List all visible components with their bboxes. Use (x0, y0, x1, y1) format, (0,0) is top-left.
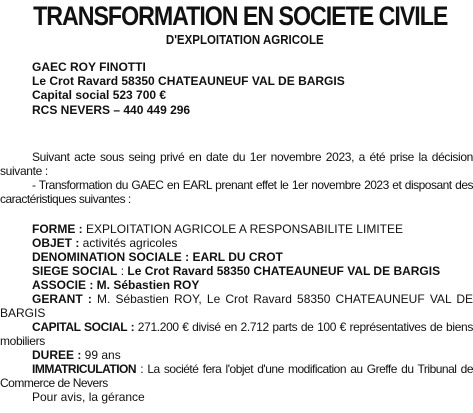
forme-value: EXPLOITATION AGRICOLE A RESPONSABILITE LIMITEE (82, 222, 403, 236)
objet-line (0, 236, 473, 250)
forme-label: FORME : (32, 222, 83, 236)
objet-value: activités agricoles (79, 236, 178, 250)
gerant-value: M. Sébastien ROY, Le Crot Ravard 58350 CHATEAUNEUF VAL DE BARGIS (0, 292, 473, 320)
denomination-line: DENOMINATION SOCIALE : EARL DU CROT (32, 250, 283, 264)
notice-subtitle: D'EXPLOITATION AGRICOLE (165, 33, 324, 47)
closing-line: Pour avis, la gérance (32, 390, 145, 404)
forme-line (0, 222, 473, 236)
siege-value: Le Crot Ravard 58350 CHATEAUNEUF VAL DE BARGIS (127, 264, 441, 278)
duree-value: 99 ans (81, 348, 121, 362)
notice-title: TRANSFORMATION EN SOCIETE CIVILE (33, 1, 448, 31)
associe-line: ASSOCIE : M. Sébastien ROY (32, 278, 200, 292)
intro-paragraph-2: - Transformation du GAEC en EARL prenant effet le 1er novembre 2023 et disposant des caractéristiques suivantes : (0, 178, 473, 206)
immatriculation-line (0, 362, 473, 390)
capital-label: CAPITAL SOCIAL : (32, 320, 135, 334)
company-block (32, 60, 452, 117)
siege-separator: : (117, 264, 128, 278)
siege-line (0, 264, 473, 278)
immatriculation-value: : La société fera l'objet d'une modification au Greffe du Tribunal de Commerce de Nevers (0, 362, 473, 390)
objet-label: OBJET : (32, 236, 80, 250)
capital-line (0, 320, 473, 348)
immatriculation-label: IMMATRICULATION (32, 362, 137, 376)
gerant-label: GERANT : (32, 292, 92, 306)
gerant-line (0, 292, 473, 320)
duree-line (0, 348, 473, 362)
company-name: GAEC ROY FINOTTI (32, 60, 146, 74)
duree-label: DUREE : (32, 348, 82, 362)
company-address: Le Crot Ravard 58350 CHATEAUNEUF VAL DE BARGIS (32, 74, 345, 89)
intro-paragraph-1: Suivant acte sous seing privé en date du 1er novembre 2023, a été prise la décision suivante : (0, 150, 473, 178)
company-capital: Capital social 523 700 € (32, 88, 167, 103)
intro-block (0, 150, 473, 206)
siege-label: SIEGE SOCIAL (32, 264, 118, 278)
details-block (0, 222, 473, 404)
capital-value: 271.200 € divisé en 2.712 parts de 100 € représentatives de biens mobiliers (0, 320, 473, 348)
company-rcs: RCS NEVERS – 440 449 296 (32, 102, 191, 117)
